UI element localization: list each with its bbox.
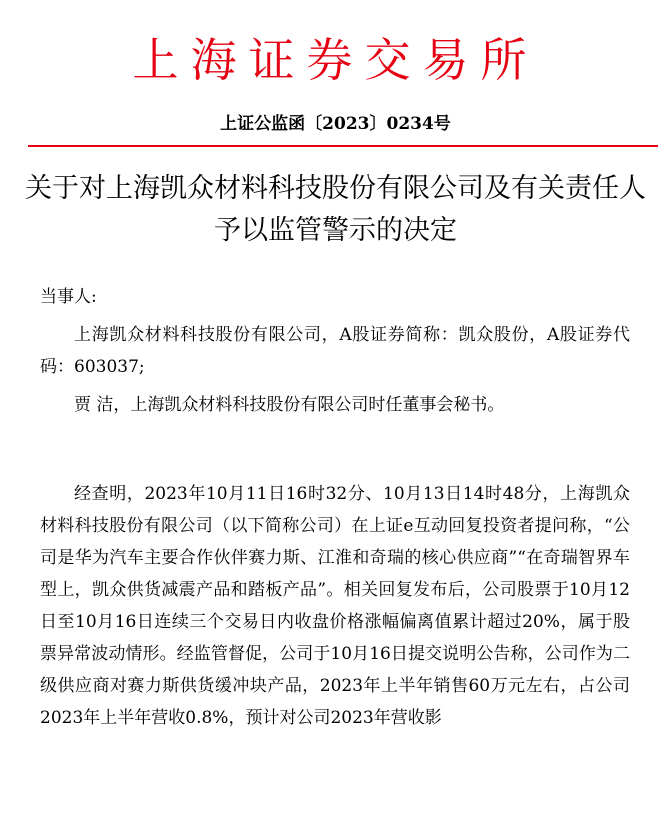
header-divider <box>28 145 658 147</box>
issuer-name-header: 上海证券交易所 <box>132 33 539 87</box>
parties-section <box>40 281 630 421</box>
party-company: 上海凯众材料科技股份有限公司，A股证券简称：凯众股份，A股证券代码：603037; <box>40 325 630 377</box>
facts-section <box>40 478 630 734</box>
party-secretary: 贾 洁，上海凯众材料科技股份有限公司时任董事会秘书。 <box>74 395 505 415</box>
parties-label: 当事人: <box>40 287 97 307</box>
document-number: 上证公监函〔2023〕0234号 <box>220 114 451 134</box>
facts-paragraph: 经查明，2023年10月11日16时32分、10月13日14时48分，上海凯众材料科技股份有限公司（以下简称公司）在上证e互动回复投资者提问称，“公司是华为汽车主要合作伙伴赛力斯、江淮和奇瑞的核心供应商”“在奇瑞智界车型上，凯众供货减震产品和踏板产品”。相关回复发布后，公司股票于10月12日至10月16日连续三个交易日内收盘价格涨幅偏离值累计超过20%，属于股票异常波动情形。经监管督促，公司于10月16日提交说明公告称，公司作为二级供应商对赛力斯供货缓冲块产品，2023年上半年销售60万元左右，占公司2023年上半年营收0.8%，预计对公司2023年营收影 <box>40 484 630 728</box>
document-title: 关于对上海凯众材料科技股份有限公司及有关责任人予以监管警示的决定 <box>25 173 646 246</box>
